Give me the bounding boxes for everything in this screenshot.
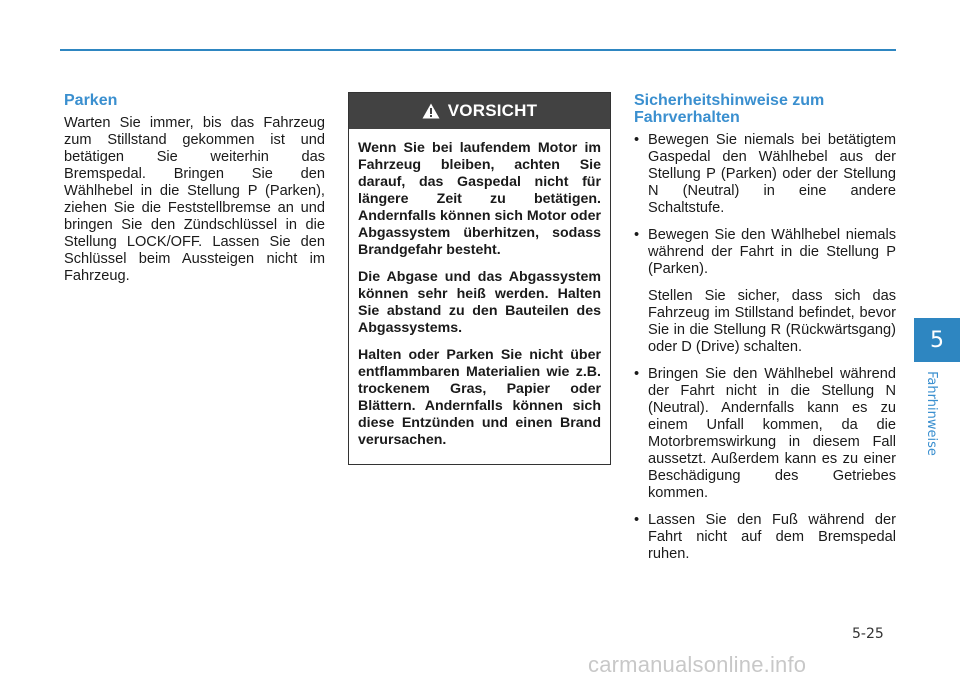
- list-item-text: Bewegen Sie niemals bei betätigtem Gaspedal den Wählhebel aus der Stellung P (Parken) oder der Stellung N (Neutral) in eine andere Schaltstufe.: [648, 132, 896, 216]
- caution-title: VORSICHT: [447, 101, 538, 120]
- safety-section: [634, 92, 896, 573]
- chapter-label: [921, 368, 941, 458]
- list-item: [634, 132, 896, 217]
- chapter-number: 5: [930, 327, 944, 353]
- safety-bullet-list: [634, 132, 896, 563]
- caution-box: [348, 92, 611, 465]
- chapter-tab: [914, 318, 960, 362]
- caution-paragraph: Wenn Sie bei laufendem Motor im Fahrzeug bleiben, achten Sie darauf, das Gaspedal nicht für längere Zeit zu betätigen. Andernfalls können sich Motor oder Abgassystem überhitzen, sodass Brandgefahr besteht.: [358, 140, 601, 258]
- list-item: [634, 366, 896, 502]
- caution-section: [348, 92, 611, 465]
- parken-section: [64, 92, 325, 285]
- warning-triangle-icon: [422, 103, 440, 119]
- list-item: [634, 227, 896, 356]
- list-item-subtext: Stellen Sie sicher, dass sich das Fahrzeug im Stillstand befindet, bevor Sie in die Stellung R (Rückwärtsgang) oder D (Drive) schalten.: [648, 288, 896, 355]
- parken-paragraph: Warten Sie immer, bis das Fahrzeug zum Stillstand gekommen ist und betätigen Sie weiterhin das Bremspedal. Bringen Sie den Wählhebel in die Stellung P (Parken), ziehen Sie die Feststellbremse an und bringen Sie den Zündschlüssel in die Stellung LOCK/OFF. Lassen Sie den Schlüssel beim Aussteigen nicht im Fahrzeug.: [64, 115, 325, 284]
- top-rule: [60, 49, 896, 51]
- page-number: 5-25: [852, 626, 884, 642]
- chapter-label-text: Fahrhinweise: [923, 370, 939, 456]
- caution-body: [349, 129, 610, 449]
- caution-header: [349, 93, 610, 129]
- section-heading-safety: Sicherheitshinweise zum Fahrverhalten: [634, 92, 825, 126]
- list-item-text: Lassen Sie den Fuß während der Fahrt nicht auf dem Bremspedal ruhen.: [648, 512, 896, 562]
- list-item-text: Bewegen Sie den Wählhebel niemals während der Fahrt in die Stellung P (Parken).: [648, 227, 896, 277]
- list-item: [634, 512, 896, 563]
- section-heading-parken: Parken: [64, 92, 118, 109]
- list-item-text: Bringen Sie den Wählhebel während der Fahrt nicht in die Stellung N (Neutral). Andernfalls kann es zu einem Unfall kommen, da die Motorbremswirkung in diesem Fall aussetzt. Außerdem kann es zu einer Beschädigung des Getriebes kommen.: [648, 366, 896, 501]
- watermark: carmanualsonline.info: [588, 652, 807, 676]
- caution-paragraph: Halten oder Parken Sie nicht über entflammbaren Materialien wie z.B. trockenem Gras, Papier oder Blättern. Andernfalls können sich diese Entzünden und einen Brand verursachen.: [358, 347, 601, 448]
- caution-paragraph: Die Abgase und das Abgassystem können sehr heiß werden. Halten Sie abstand zu den Bauteilen des Abgassystems.: [358, 269, 601, 336]
